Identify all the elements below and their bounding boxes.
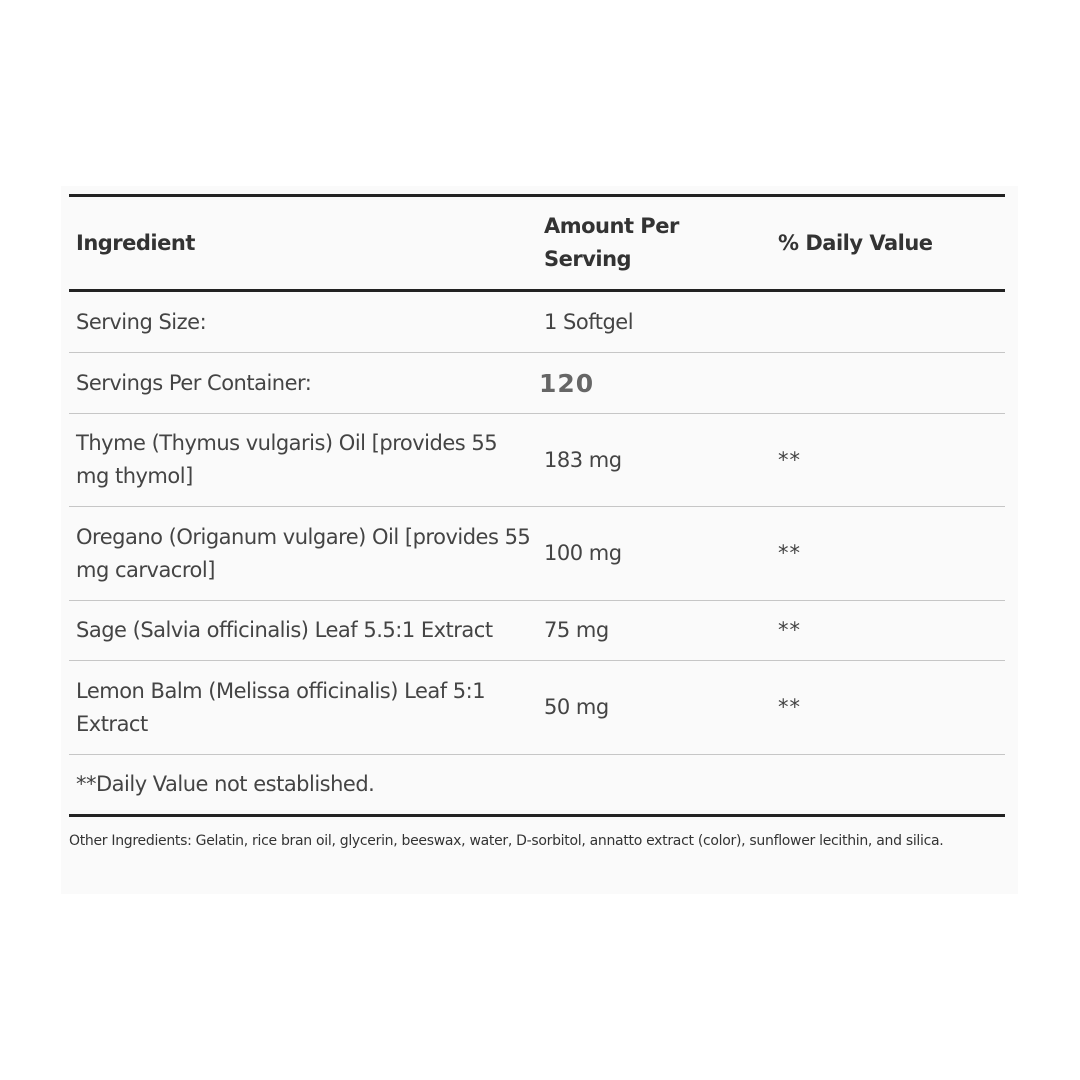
servings-count: 120 [539, 368, 595, 398]
ingredient-name: Thyme (Thymus vulgaris) Oil [provides 55 mg thymol] [76, 431, 498, 488]
header-ingredient: Ingredient [76, 230, 195, 255]
table-row [69, 601, 1005, 661]
ingredient-daily-value: ** [778, 695, 801, 719]
header-amount-per-serving: Amount Per Serving [544, 214, 679, 271]
serving-size-label: Serving Size: [76, 309, 207, 334]
table-header-row [69, 194, 1005, 292]
table-row [69, 414, 1005, 507]
ingredient-daily-value: ** [778, 541, 801, 565]
ingredient-daily-value: ** [778, 618, 801, 642]
daily-value-footnote: **Daily Value not established. [76, 772, 375, 796]
ingredient-daily-value: ** [778, 447, 801, 472]
servings-per-container-row [69, 353, 1005, 414]
footnote-row [69, 755, 1005, 817]
table-row [69, 507, 1005, 601]
supplement-facts-panel [61, 186, 1018, 894]
ingredient-name: Lemon Balm (Melissa officinalis) Leaf 5:1 Extract [76, 678, 486, 736]
ingredient-amount: 75 mg [544, 618, 609, 642]
servings-per-container-label: Servings Per Container: [76, 370, 312, 395]
supplement-facts-table [69, 194, 1005, 817]
serving-size-value: 1 Softgel [544, 309, 634, 334]
ingredient-amount: 50 mg [544, 695, 609, 719]
servings-per-container-value [539, 353, 764, 413]
other-ingredients: Other Ingredients: Gelatin, rice bran oil, glycerin, beeswax, water, D-sorbitol, annatto extract (color), sunflower lecithin, and silica. [69, 833, 944, 849]
serving-size-row [69, 292, 1005, 353]
ingredient-amount: 183 mg [544, 447, 622, 472]
ingredient-name: Oregano (Origanum vulgare) Oil [provides 55 mg carvacrol] [76, 524, 531, 582]
header-daily-value: % Daily Value [778, 230, 933, 255]
table-row [69, 661, 1005, 755]
ingredient-amount: 100 mg [544, 541, 622, 565]
ingredient-name: Sage (Salvia officinalis) Leaf 5.5:1 Extract [76, 618, 493, 642]
